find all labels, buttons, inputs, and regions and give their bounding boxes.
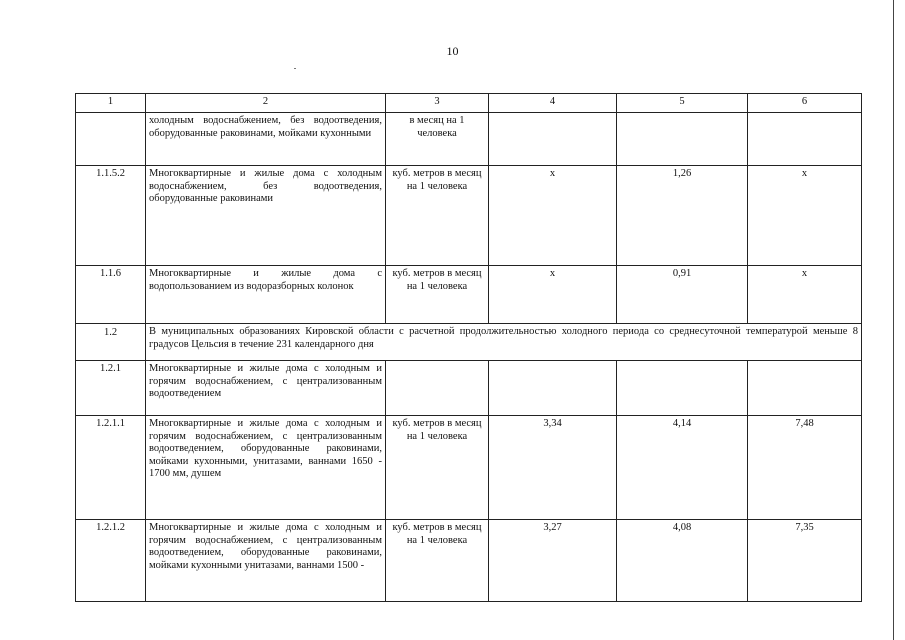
row-description: Многоквартирные и жилые дома с холодным и горячим водоснабжением, с централизованным водоотведением — [146, 361, 386, 416]
row-unit: куб. метров в месяц на 1 человека — [386, 266, 489, 324]
header-cell: 1 — [76, 94, 146, 113]
table-row — [76, 361, 862, 416]
row-value-col5 — [617, 113, 748, 166]
row-value-col5 — [617, 361, 748, 416]
table-row — [76, 113, 862, 166]
table-row — [76, 416, 862, 520]
header-cell: 4 — [489, 94, 617, 113]
row-value-col4: 3,34 — [489, 416, 617, 520]
row-value-col4 — [489, 113, 617, 166]
row-number: 1.2.1.2 — [76, 520, 146, 602]
header-cell: 3 — [386, 94, 489, 113]
row-number: 1.1.6 — [76, 266, 146, 324]
row-value-col6 — [748, 113, 862, 166]
table-row — [76, 520, 862, 602]
row-unit: в месяц на 1 человека — [386, 113, 489, 166]
row-value-col6: 7,48 — [748, 416, 862, 520]
row-value-col5: 0,91 — [617, 266, 748, 324]
header-cell: 6 — [748, 94, 862, 113]
header-cell: 2 — [146, 94, 386, 113]
row-number: 1.2.1.1 — [76, 416, 146, 520]
row-unit: куб. метров в месяц на 1 человека — [386, 520, 489, 602]
row-number: 1.2 — [76, 324, 146, 361]
norms-table — [75, 93, 862, 602]
table-row — [76, 266, 862, 324]
table-header-row — [76, 94, 862, 113]
row-value-col4: х — [489, 166, 617, 266]
row-description: холодным водоснабжением, без водоотведения, оборудованные раковинами, мойками кухонными — [146, 113, 386, 166]
row-number — [76, 113, 146, 166]
row-description: Многоквартирные и жилые дома с водопользованием из водоразборных колонок — [146, 266, 386, 324]
scan-speck — [294, 68, 296, 69]
table-row — [76, 166, 862, 266]
row-description: Многоквартирные и жилые дома с холодным и горячим водоснабжением, с централизованным водоотведением, оборудованные раковинами, мойками кухонными, унитазами, ваннами 1650 - 1700 мм, душем — [146, 416, 386, 520]
row-unit: куб. метров в месяц на 1 человека — [386, 166, 489, 266]
row-value-col5: 1,26 — [617, 166, 748, 266]
page-number: 10 — [446, 44, 459, 58]
row-value-col6: х — [748, 266, 862, 324]
row-number: 1.2.1 — [76, 361, 146, 416]
row-value-col6: х — [748, 166, 862, 266]
row-value-col5: 4,08 — [617, 520, 748, 602]
row-value-col4: 3,27 — [489, 520, 617, 602]
row-number: 1.1.5.2 — [76, 166, 146, 266]
row-unit — [386, 361, 489, 416]
page-edge-line — [893, 0, 894, 640]
section-heading-text: В муниципальных образованиях Кировской области с расчетной продолжительностью холодного периода со среднесуточной температурой меньше 8 градусов Цельсия в течение 231 календарного дня — [146, 324, 862, 361]
row-description: Многоквартирные и жилые дома с холодным и горячим водоснабжением, с централизованным водоотведением, оборудованные раковинами, мойками кухонными унитазами, ваннами 1500 - — [146, 520, 386, 602]
row-value-col6 — [748, 361, 862, 416]
header-cell: 5 — [617, 94, 748, 113]
row-value-col4: х — [489, 266, 617, 324]
row-unit: куб. метров в месяц на 1 человека — [386, 416, 489, 520]
row-value-col6: 7,35 — [748, 520, 862, 602]
row-value-col5: 4,14 — [617, 416, 748, 520]
row-description: Многоквартирные и жилые дома с холодным водоснабжением, без водоотведения, оборудованные раковинами — [146, 166, 386, 266]
row-value-col4 — [489, 361, 617, 416]
table-section-row — [76, 324, 862, 361]
